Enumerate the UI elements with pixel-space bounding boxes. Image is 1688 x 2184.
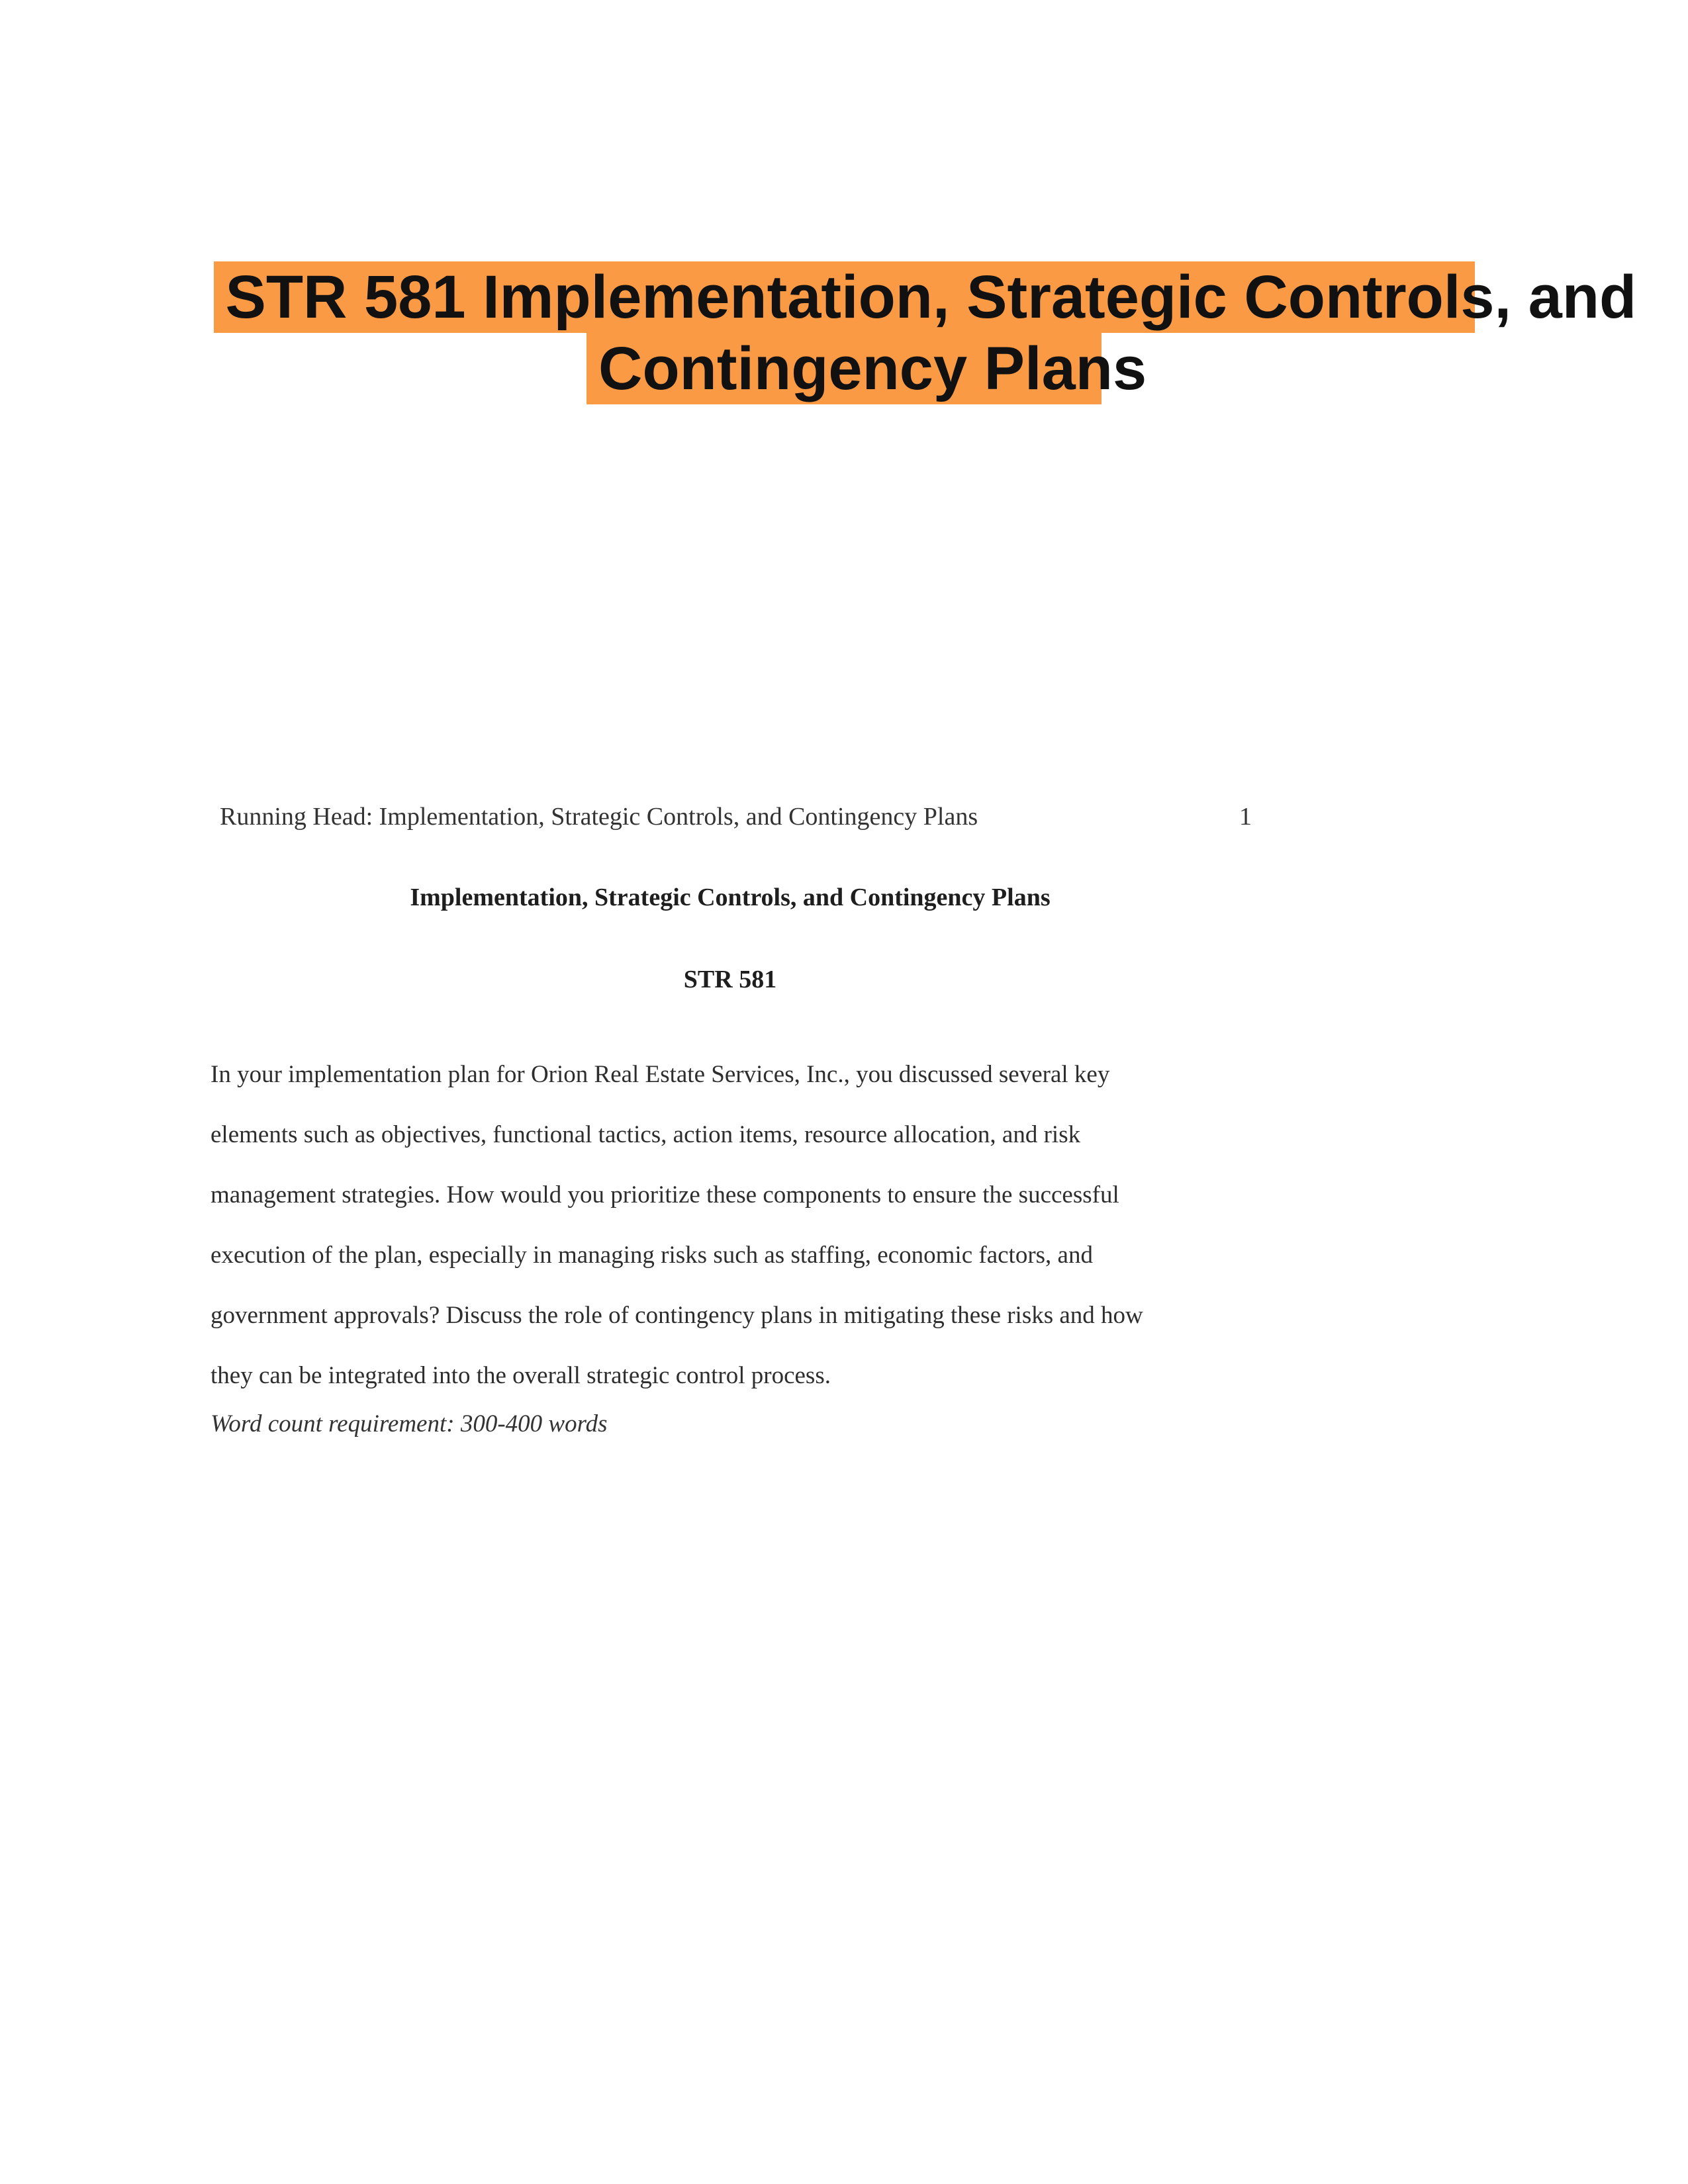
title-highlight-line-1: STR 581 Implementation, Strategic Controls, and: [214, 261, 1475, 333]
title-highlight-line-2: Contingency Plans: [586, 333, 1102, 404]
paragraph-line: execution of the plan, especially in managing risks such as staffing, economic factors, and: [211, 1242, 1093, 1269]
document-preview: [211, 801, 1256, 1463]
paragraph-line: In your implementation plan for Orion Real Estate Services, Inc., you discussed several key: [211, 1061, 1110, 1088]
word-count-requirement: Word count requirement: 300-400 words: [211, 1410, 608, 1437]
paragraph-line: management strategies. How would you prioritize these components to ensure the successful: [211, 1181, 1119, 1208]
running-head-text: Running Head: Implementation, Strategic Controls, and Contingency Plans: [220, 803, 978, 831]
prompt-paragraph: [211, 1044, 1256, 1406]
page-title: [0, 261, 1688, 404]
paragraph-line: they can be integrated into the overall strategic control process.: [211, 1362, 831, 1389]
paragraph-line: government approvals? Discuss the role of contingency plans in mitigating these risks and how: [211, 1302, 1143, 1329]
document-title: Implementation, Strategic Controls, and Contingency Plans: [410, 884, 1051, 911]
page-number: 1: [1239, 803, 1252, 831]
paragraph-line: elements such as objectives, functional tactics, action items, resource allocation, and risk: [211, 1121, 1081, 1148]
running-head: [220, 801, 1252, 833]
course-code: STR 581: [683, 966, 777, 993]
